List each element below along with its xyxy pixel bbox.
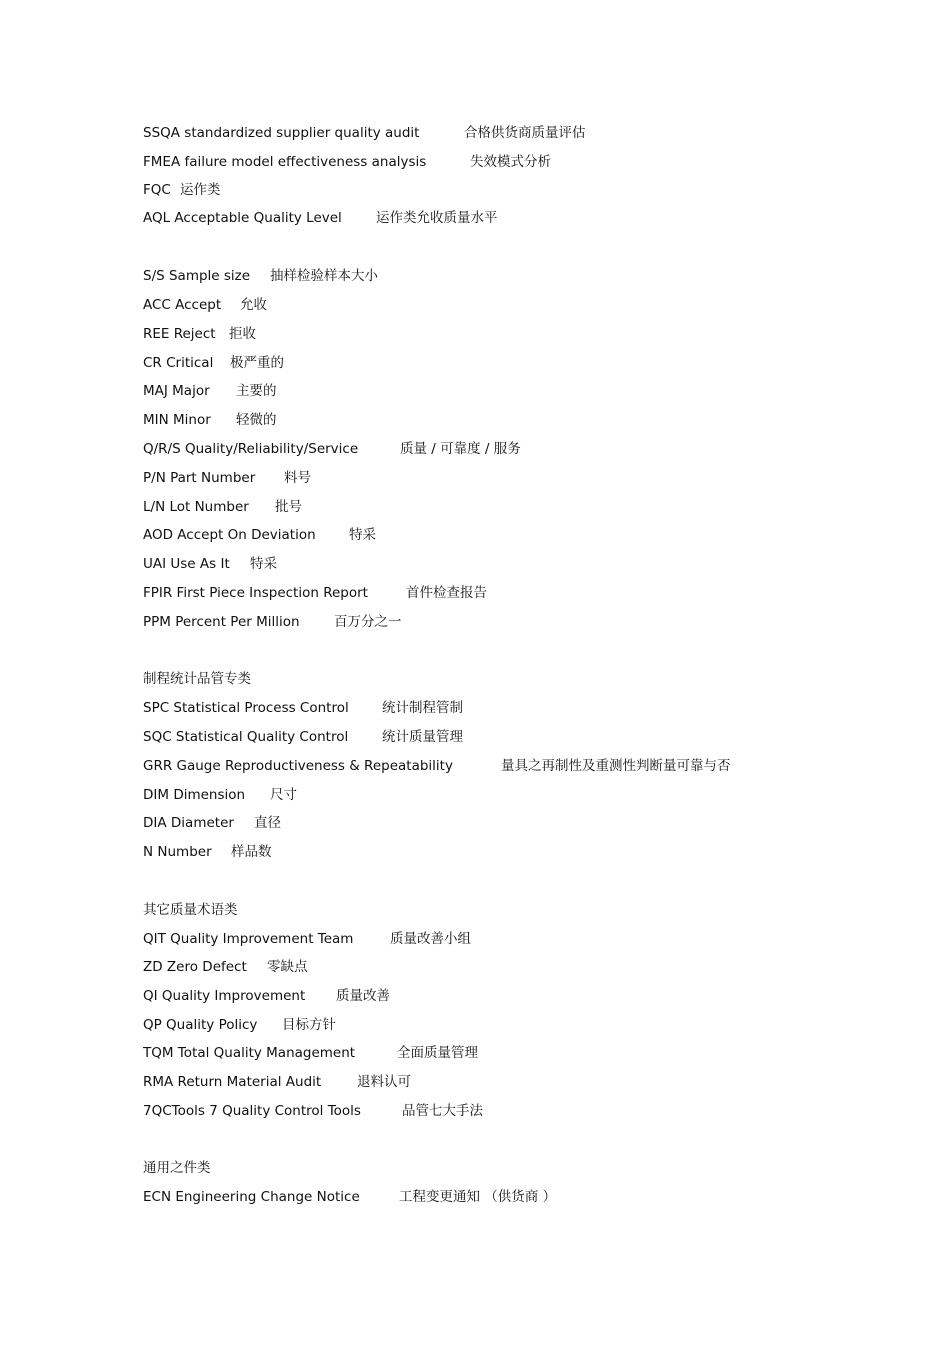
term-line [143,756,731,776]
term-en: DIA Diameter [143,815,234,831]
term-line [143,1043,478,1063]
term-line [143,785,297,805]
term-line [143,554,277,574]
term-cn: 主要的 [236,383,277,399]
term-en: CR Critical [143,355,214,371]
term-line [143,152,551,172]
term-cn: 工程变更通知 （供货商 ） [399,1189,557,1205]
term-cn: 直径 [254,815,281,831]
term-cn: 极严重的 [230,355,284,371]
term-line [143,381,277,401]
term-cn: 特采 [250,556,277,572]
term-cn: 批号 [275,499,302,515]
term-cn: 尺寸 [270,787,297,803]
term-line [143,208,498,228]
section-heading: 其它质量术语类 [143,902,238,918]
term-line [143,525,376,545]
term-en: FPIR First Piece Inspection Report [143,585,368,601]
term-line [143,727,463,747]
term-cn: 质量改善 [336,988,390,1004]
term-line [143,583,487,603]
term-en: MAJ Major [143,383,210,399]
term-line [143,324,256,344]
term-cn: 允收 [240,297,267,313]
term-line [143,612,402,632]
term-cn: 运作类 [180,182,221,198]
term-line [143,353,284,373]
term-line [143,813,281,833]
term-en: N Number [143,844,212,860]
term-cn: 特采 [349,527,376,543]
term-line [143,266,378,286]
term-line [143,295,267,315]
term-cn: 品管七大手法 [402,1103,483,1119]
term-line [143,439,521,459]
term-line [143,986,390,1006]
term-en: AOD Accept On Deviation [143,527,316,543]
term-cn: 质量改善小组 [390,931,471,947]
term-cn: 百万分之一 [334,614,402,630]
term-line [143,468,311,488]
term-cn: 运作类允收质量水平 [376,210,498,226]
term-line [143,698,463,718]
term-en: P/N Part Number [143,470,256,486]
term-en: MIN Minor [143,412,211,428]
term-en: TQM Total Quality Management [143,1045,356,1061]
term-en: SSQA standardized supplier quality audit [143,125,420,141]
term-line [143,1187,557,1207]
term-cn: 首件检查报告 [406,585,487,601]
term-cn: 量具之再制性及重测性判断量可靠与否 [501,758,731,774]
term-cn: 拒收 [229,326,256,342]
term-line [143,842,272,862]
term-line [143,1101,483,1121]
term-cn: 统计质量管理 [382,729,463,745]
term-en: DIM Dimension [143,787,246,803]
term-cn: 零缺点 [267,959,308,975]
term-cn: 目标方针 [282,1017,336,1033]
term-line [143,497,302,517]
term-en: QP Quality Policy [143,1017,258,1033]
term-en: UAI Use As It [143,556,230,572]
term-cn: 料号 [284,470,311,486]
term-cn: 失效模式分析 [470,154,551,170]
term-line [143,180,221,200]
term-line [143,1072,411,1092]
term-cn: 抽样检验样本大小 [270,268,378,284]
term-en: FMEA failure model effectiveness analysis [143,154,427,170]
term-en: L/N Lot Number [143,499,249,515]
term-cn: 质量 / 可靠度 / 服务 [400,441,521,457]
term-line [143,123,586,143]
term-en: SPC Statistical Process Control [143,700,349,716]
term-en: PPM Percent Per Million [143,614,300,630]
term-en: QI Quality Improvement [143,988,306,1004]
term-cn: 轻微的 [236,412,277,428]
section-heading: 通用之件类 [143,1160,211,1176]
term-en: FQC [143,182,171,198]
term-line [143,929,471,949]
term-en: AQL Acceptable Quality Level [143,210,342,226]
term-cn: 合格供货商质量评估 [464,125,586,141]
term-en: 7QCTools 7 Quality Control Tools [143,1103,361,1119]
term-cn: 样品数 [231,844,272,860]
term-line [143,410,277,430]
section-heading: 制程统计品管专类 [143,671,251,687]
term-cn: 全面质量管理 [397,1045,478,1061]
term-en: S/S Sample size [143,268,251,284]
term-en: Q/R/S Quality/Reliability/Service [143,441,359,457]
term-line [143,1015,336,1035]
term-cn: 统计制程管制 [382,700,463,716]
term-en: REE Reject [143,326,216,342]
term-en: RMA Return Material Audit [143,1074,322,1090]
term-cn: 退料认可 [357,1074,411,1090]
term-en: QIT Quality Improvement Team [143,931,354,947]
term-en: GRR Gauge Reproductiveness & Repeatability [143,758,453,774]
term-line [143,957,308,977]
term-en: ZD Zero Defect [143,959,247,975]
term-en: SQC Statistical Quality Control [143,729,349,745]
term-en: ACC Accept [143,297,222,313]
term-en: ECN Engineering Change Notice [143,1189,360,1205]
